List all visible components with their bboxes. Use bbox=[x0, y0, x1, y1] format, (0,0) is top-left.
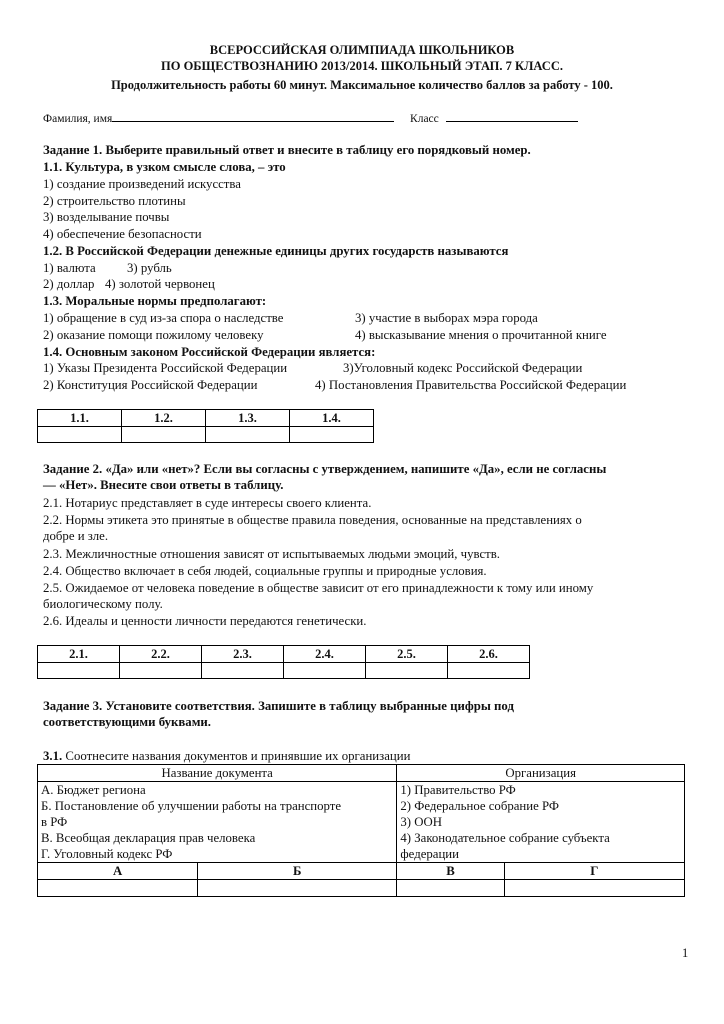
q1-4-title: 1.4. Основным законом Российской Федерации является: bbox=[43, 345, 376, 359]
task2-title-cont: — «Нет». Внесите свои ответы в таблицу. bbox=[43, 478, 284, 492]
answer-cell[interactable] bbox=[122, 427, 206, 443]
q1-2-row1 bbox=[43, 260, 172, 276]
q1-1-option: 3) возделывание почвы bbox=[43, 210, 170, 224]
q1-2-title: 1.2. В Российской Федерации денежные единицы других государств называются bbox=[43, 244, 509, 258]
organization-item: 4) Законодательное собрание субъекта bbox=[400, 831, 610, 845]
task2-statement: добре и зле. bbox=[43, 529, 109, 543]
q1-4-option: 2) Конституция Российской Федерации bbox=[43, 378, 258, 392]
q1-4-option: 1) Указы Президента Российской Федерации bbox=[43, 361, 288, 375]
answer-cell[interactable] bbox=[38, 663, 120, 679]
documents-cell bbox=[38, 782, 397, 863]
q1-3-row2 bbox=[43, 327, 607, 343]
table-header-cell: 1.2. bbox=[122, 410, 206, 427]
answer-cell[interactable] bbox=[290, 427, 374, 443]
header-duration: Продолжительность работы 60 минут. Максимальное количество баллов за работу - 100. bbox=[111, 78, 613, 92]
task2-statement: 2.3. Межличностные отношения зависят от испытываемых людьми эмоций, чувств. bbox=[43, 547, 500, 561]
task2-answer-table bbox=[37, 645, 530, 679]
document-item: Б. Постановление об улучшении работы на транспорте bbox=[41, 799, 342, 813]
q3-1-label: 3.1. bbox=[43, 749, 63, 763]
answer-cell[interactable] bbox=[202, 663, 284, 679]
q1-3-title: 1.3. Моральные нормы предполагают: bbox=[43, 294, 267, 308]
header-title: ВСЕРОССИЙСКАЯ ОЛИМПИАДА ШКОЛЬНИКОВ bbox=[209, 43, 515, 57]
q1-3-option: 3) участие в выборах мэра города bbox=[355, 311, 538, 325]
document-item: В. Всеобщая декларация прав человека bbox=[41, 831, 256, 845]
organization-item: федерации bbox=[400, 847, 460, 861]
q1-2-row2 bbox=[43, 276, 215, 292]
table-header-cell: 1.4. bbox=[290, 410, 374, 427]
answer-cell[interactable] bbox=[366, 663, 448, 679]
task2-statement: 2.4. Общество включает в себя людей, социальные группы и природные условия. bbox=[43, 564, 487, 578]
document-item: А. Бюджет региона bbox=[41, 783, 146, 797]
table-header-cell: 2.5. bbox=[366, 646, 448, 663]
task2-title: Задание 2. «Да» или «нет»? Если вы согласны с утверждением, напишите «Да», если не согласны bbox=[43, 462, 607, 476]
organization-item: 1) Правительство РФ bbox=[400, 783, 516, 797]
q1-4-option: 3)Уголовный кодекс Российской Федерации bbox=[343, 361, 583, 375]
answer-cell[interactable] bbox=[206, 427, 290, 443]
name-input-line[interactable] bbox=[112, 121, 394, 122]
q1-1-option: 4) обеспечение безопасности bbox=[43, 227, 202, 241]
table-header-cell: 2.1. bbox=[38, 646, 120, 663]
table-header-cell: 2.6. bbox=[448, 646, 530, 663]
table-header-cell: 2.4. bbox=[284, 646, 366, 663]
page-number: 1 bbox=[682, 946, 689, 960]
answer-cell[interactable] bbox=[284, 663, 366, 679]
q1-2-option: 2) доллар bbox=[43, 277, 95, 291]
q3-1-text: Соотнесите названия документов и принявшие их организации bbox=[62, 749, 411, 763]
q1-3-option: 2) оказание помощи пожилому человеку bbox=[43, 328, 264, 342]
document-item: в РФ bbox=[41, 815, 68, 829]
task2-statement: 2.2. Нормы этикета это принятые в обществе правила поведения, основанные на представлениях о bbox=[43, 513, 582, 527]
answer-cell[interactable] bbox=[504, 880, 684, 897]
letter-header-cell: Б bbox=[198, 863, 397, 880]
q1-3-option: 1) обращение в суд из-за спора о наследстве bbox=[43, 311, 284, 325]
q1-3-row1 bbox=[43, 310, 538, 326]
q1-2-option: 4) золотой червонец bbox=[105, 277, 215, 291]
q1-4-option: 4) Постановления Правительства Российской Федерации bbox=[315, 378, 627, 392]
q1-3-option: 4) высказывание мнения о прочитанной книге bbox=[355, 328, 607, 342]
class-label: Класс bbox=[410, 113, 439, 125]
answer-cell[interactable] bbox=[198, 880, 397, 897]
task1-title: Задание 1. Выберите правильный ответ и внесите в таблицу его порядковый номер. bbox=[43, 143, 531, 157]
q1-1-option: 1) создание произведений искусства bbox=[43, 177, 241, 191]
table-header-cell: 1.1. bbox=[38, 410, 122, 427]
task3-title: Задание 3. Установите соответствия. Запишите в таблицу выбранные цифры под bbox=[43, 699, 514, 713]
organizations-cell bbox=[397, 782, 685, 863]
organization-item: 3) ООН bbox=[400, 815, 442, 829]
table-header-cell: 2.3. bbox=[202, 646, 284, 663]
q1-4-row2 bbox=[43, 377, 627, 393]
q1-4-row1 bbox=[43, 360, 583, 376]
task2-statement: биологическому полу. bbox=[43, 597, 163, 611]
q1-1-option: 2) строительство плотины bbox=[43, 194, 186, 208]
header-subtitle: ПО ОБЩЕСТВОЗНАНИЮ 2013/2014. ШКОЛЬНЫЙ ЭТАП. 7 КЛАСС. bbox=[161, 59, 563, 73]
task2-statement: 2.6. Идеалы и ценности личности передаются генетически. bbox=[43, 614, 367, 628]
document-item: Г. Уголовный кодекс РФ bbox=[41, 847, 173, 861]
matching-table bbox=[37, 764, 685, 897]
q1-2-option: 1) валюта bbox=[43, 261, 96, 275]
organization-item: 2) Федеральное собрание РФ bbox=[400, 799, 560, 813]
q1-2-option: 3) рубль bbox=[127, 261, 172, 275]
doc-column-header: Название документа bbox=[38, 765, 397, 782]
table-header-cell: 2.2. bbox=[120, 646, 202, 663]
answer-cell[interactable] bbox=[38, 880, 198, 897]
answer-cell[interactable] bbox=[448, 663, 530, 679]
org-column-header: Организация bbox=[397, 765, 685, 782]
letter-header-cell: В bbox=[397, 863, 504, 880]
letter-header-cell: Г bbox=[504, 863, 684, 880]
q1-1-title: 1.1. Культура, в узком смысле слова, – это bbox=[43, 160, 286, 174]
letter-header-cell: А bbox=[38, 863, 198, 880]
task2-statement: 2.1. Нотариус представляет в суде интересы своего клиента. bbox=[43, 496, 372, 510]
answer-cell[interactable] bbox=[397, 880, 504, 897]
name-label: Фамилия, имя bbox=[43, 113, 113, 125]
task3-title-cont: соответствующими буквами. bbox=[43, 715, 211, 729]
answer-cell[interactable] bbox=[120, 663, 202, 679]
answer-cell[interactable] bbox=[38, 427, 122, 443]
task2-statement: 2.5. Ожидаемое от человека поведение в обществе зависит от его принадлежности к тому или иному bbox=[43, 581, 594, 595]
name-field-row bbox=[43, 111, 578, 127]
task1-answer-table bbox=[37, 409, 374, 443]
q3-1-prompt bbox=[43, 748, 410, 764]
class-input-line[interactable] bbox=[446, 121, 578, 122]
table-header-cell: 1.3. bbox=[206, 410, 290, 427]
